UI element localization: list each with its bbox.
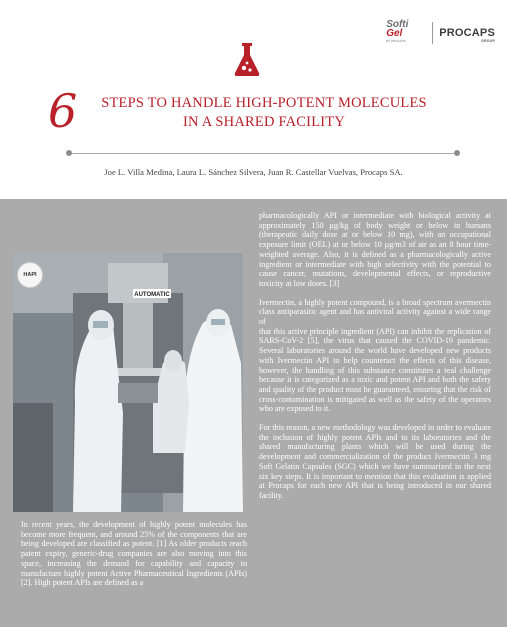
authors-line: Joe L. Villa Medina, Laura L. Sánchez Silvera, Juan R. Castellar Vuelvas, Procaps SA. [104,167,403,177]
paragraph-definition: pharmacologically API or intermediate with biological activity at approximately 150 µg/kg of body weight or below in humans (therapeutic daily dose at or below 10 mg), with an occupational exposure limit (OEL) at or below 10 µg/m3 of air as an 8 hour time-weighted average. Also, it is defined as a pharmacologically active ingredient or intermediate with high selectivity with the potential to cause cancer, mutations, developmental effects, or reproductive toxicity at low doses. [3] [259,211,491,288]
flask-icon [232,42,262,78]
hapi-badge [17,262,43,288]
paragraph-intro: In recent years, the development of highly potent molecules has become more frequent, and around 25% of the components that are being developed are classified as potent. [1] As older products reach patent expiry, generic-drug companies are also moving into this space, increasing the demand for capability and capacity to manufacture highly potent Active Pharmaceutical Ingredients (APIs)[2]. High potent APIs are defined as a [21,520,247,588]
softigel-logo [386,20,426,46]
brand-logos [386,20,495,46]
machine-label: AUTOMATIC [134,292,170,298]
paragraph-ivermectin-b: that this active principle ingredient (API) can inhibit the replication of SARS-CoV-2 [5], the virus that caused the COVID-19 pandemic. Several laboratories around the world have developed new products with Ivermectin API to help counteract the effects of this disease, however, the handling of this substance constitutes a real challenge because it is categorized as a toxic and potent API and both the safety and quality of the product must be guaranteed, ensuring that the risk of cross-contamination is mitigated as well as the safety of the operators who are exposed to it. [259,326,491,414]
left-column [21,520,247,597]
hapi-badge-label: HAPI [23,272,37,278]
procaps-logo-sub: GROUP [481,39,495,43]
right-column [259,211,491,510]
title-line-1: STEPS TO HANDLE HIGH-POTENT MOLECULES [101,95,427,111]
logo-separator [432,22,433,44]
softigel-logo-sub: BY PROCAPS [386,39,406,43]
divider-line [72,153,454,154]
paragraph-ivermectin-a: Ivermectin, a highly potent compound, is a broad spectrum avermectin class antiparasitic agent and has antiviral activity against a wide range of [259,297,491,327]
divider-dot-right [454,150,460,156]
softigel-logo-top: Softi [386,19,409,30]
lab-photo [13,253,243,512]
title-divider [66,150,460,156]
title-line-2: IN A SHARED FACILITY [182,114,346,130]
paragraph-methodology: For this reason, a new methodology was developed in order to evaluate the inclusion of highly potent APIs and to its laboratories and the shared manufacturing plants which will be used during the development and commercialization of the product Ivermectin 3 mg Soft Gelatin Capsules (SGC) which we have summarized in the next six key steps. It is important to mention that this evaluation is applied at Procaps for each new API that is being introduced in our shared facility. [259,423,491,500]
article-title [74,94,454,132]
paragraph-ivermectin [259,298,491,414]
softigel-logo-bottom: Gel [386,28,403,39]
title-number: 6 [48,84,78,138]
procaps-logo-text: PROCAPS [439,27,495,39]
procaps-logo [439,27,495,43]
